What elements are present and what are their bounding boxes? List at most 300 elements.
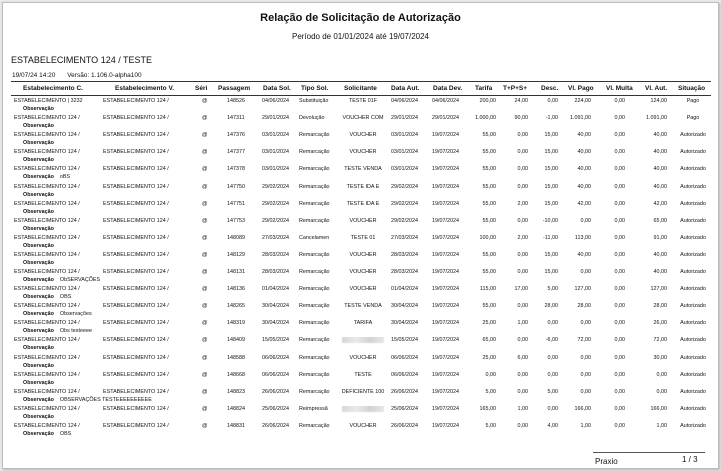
cell-solic: VOUCHER COM [342, 115, 384, 122]
cell-solic: VOUCHER [349, 269, 377, 275]
cell-estc: ESTABELECIMENTO 124 / [14, 422, 80, 429]
cell-tarifa: 55,00 [482, 132, 496, 139]
cell-daut: 29/02/2024 [391, 183, 418, 190]
observation-line [23, 192, 60, 198]
cell-multa: 0,00 [614, 149, 625, 156]
cell-multa: 0,00 [614, 422, 625, 429]
cell-pass: 148831 [227, 422, 245, 429]
cell-estc: ESTABELECIMENTO 124 / [14, 132, 80, 139]
observation-label: Observação [23, 140, 54, 147]
cell-pago: 40,00 [577, 166, 591, 173]
observation-line [23, 140, 60, 146]
observation-text: Obs testeeee [59, 328, 92, 335]
cell-tarifa: 165,00 [479, 405, 496, 412]
cell-desc: 28,00 [544, 303, 558, 310]
cell-aut: 40,00 [653, 251, 667, 258]
observation-line [23, 431, 71, 437]
cell-tps: 0,00 [517, 371, 528, 378]
cell-daut: 06/06/2024 [391, 354, 418, 361]
table-row [3, 235, 718, 252]
print-date: 19/07/24 14:20 [12, 72, 56, 79]
cell-aut: 124,00 [650, 98, 667, 104]
cell-tipo: Remarcação [299, 354, 330, 361]
observation-label: Observação [23, 208, 54, 215]
cell-serie: @ [202, 303, 208, 310]
cell-serie: @ [202, 286, 208, 293]
cell-aut: 40,00 [653, 269, 667, 275]
cell-serie: @ [202, 234, 208, 241]
cell-aut: 40,00 [653, 183, 667, 190]
cell-estv: ESTABELECIMENTO 124 / [103, 251, 169, 258]
cell-sit: Pago [686, 98, 700, 104]
cell-estc: ESTABELECIMENTO 124 / [14, 337, 80, 344]
cell-tipo: Remarcação [299, 251, 330, 258]
table-row [3, 320, 718, 337]
cell-serie: @ [202, 269, 208, 275]
cell-desc: 4,00 [547, 422, 558, 429]
cell-ddev: 19/07/2024 [432, 303, 459, 310]
table-row [3, 149, 718, 166]
cell-daut: 25/06/2024 [391, 405, 418, 412]
observation-label: Observação [23, 294, 54, 301]
report-meta [12, 72, 152, 79]
cell-daut: 30/04/2024 [391, 320, 418, 327]
cell-ddev: 19/07/2024 [432, 422, 459, 429]
cell-daut: 29/02/2024 [391, 217, 418, 224]
report-period: Período de 01/01/2024 até 19/07/2024 [291, 32, 429, 41]
cell-dsol: 28/03/2024 [262, 269, 289, 275]
cell-pago: 0,00 [580, 388, 591, 395]
cell-dsol: 29/02/2024 [262, 200, 289, 207]
cell-estc: ESTABELECIMENTO 124 / [14, 303, 80, 310]
cell-sit: Autorizado [680, 166, 706, 173]
col-header: Vl. Pago [568, 85, 594, 92]
cell-tipo: Remarcação [299, 149, 330, 156]
cell-aut: 26,00 [653, 320, 667, 327]
cell-serie: @ [202, 98, 208, 104]
cell-serie: @ [202, 183, 208, 190]
table-row [3, 355, 718, 372]
observation-line [23, 260, 60, 266]
cell-tps: 0,00 [517, 388, 528, 395]
col-header: Séri [195, 85, 208, 92]
observation-line [23, 106, 60, 112]
observation-line [23, 414, 60, 420]
cell-serie: @ [202, 115, 208, 122]
cell-tarifa: 55,00 [482, 183, 496, 190]
cell-tps: 1,00 [517, 405, 528, 412]
cell-daut: 28/03/2024 [391, 251, 418, 258]
cell-solic: DEFICIENTE 100 [341, 388, 385, 395]
cell-tipo: Substituição [299, 98, 329, 104]
cell-tps: 2,00 [517, 200, 528, 207]
cell-desc: 15,00 [544, 251, 558, 258]
cell-solic: TESTE 01F [348, 98, 378, 104]
cell-multa: 0,00 [614, 354, 625, 361]
cell-desc: 0,00 [547, 320, 558, 327]
cell-tarifa: 0,00 [485, 371, 496, 378]
col-header: Estabelecimento V. [115, 85, 175, 92]
cell-pass: 148409 [227, 337, 245, 344]
table-row [3, 337, 718, 354]
cell-estc: ESTABELECIMENTO 124 / [14, 183, 80, 190]
cell-dsol: 28/03/2024 [262, 251, 289, 258]
cell-tps: 0,00 [517, 337, 528, 344]
cell-tarifa: 5,00 [485, 388, 496, 395]
cell-sit: Autorizado [680, 320, 706, 327]
cell-estc: ESTABELECIMENTO 124 / [14, 371, 80, 378]
cell-tipo: Remarcação [299, 303, 330, 310]
observation-label: Observação [23, 277, 54, 283]
cell-sit: Autorizado [680, 303, 706, 310]
cell-tarifa: 55,00 [482, 166, 496, 173]
table-row [3, 269, 718, 286]
cell-daut: 26/06/2024 [391, 422, 418, 429]
cell-daut: 03/01/2024 [391, 149, 418, 156]
cell-solic: VOUCHER [349, 217, 377, 224]
observation-label: Observação [23, 379, 54, 386]
cell-tps: 24,00 [514, 98, 528, 104]
cell-estv: ESTABELECIMENTO 124 / [103, 132, 169, 139]
cell-pass: 148668 [227, 371, 245, 378]
cell-tarifa: 55,00 [482, 269, 496, 275]
cell-dsol: 27/03/2024 [262, 234, 289, 241]
cell-pago: 40,00 [577, 132, 591, 139]
cell-pago: 166,00 [574, 405, 591, 412]
cell-ddev: 19/07/2024 [432, 405, 459, 412]
cell-tarifa: 5,00 [485, 422, 496, 429]
cell-sit: Autorizado [680, 422, 706, 429]
col-header: Data Aut. [391, 85, 420, 92]
redacted-value [342, 337, 384, 343]
cell-pago: 0,00 [580, 217, 591, 224]
cell-sit: Autorizado [680, 371, 706, 378]
cell-tipo: Remarcação [299, 166, 330, 173]
report-title: Relação de Solicitação de Autorização [260, 12, 461, 24]
cell-desc: -1,00 [545, 115, 558, 122]
observation-label: Observação [23, 259, 54, 266]
cell-desc: 15,00 [544, 200, 558, 207]
cell-tarifa: 55,00 [482, 303, 496, 310]
cell-daut: 27/03/2024 [391, 234, 418, 241]
table-row [3, 423, 718, 440]
cell-tarifa: 115,00 [479, 286, 496, 293]
col-header: Data Sol. [263, 85, 291, 92]
cell-estc: ESTABELECIMENTO 124 / [14, 115, 80, 122]
cell-estv: ESTABELECIMENTO 124 / [103, 320, 169, 327]
cell-tarifa: 65,00 [482, 337, 496, 344]
cell-multa: 0,00 [614, 388, 625, 395]
cell-pass: 147311 [227, 115, 245, 122]
cell-ddev: 19/07/2024 [432, 217, 459, 224]
cell-tps: 6,00 [517, 354, 528, 361]
cell-multa: 0,00 [614, 200, 625, 207]
cell-ddev: 19/07/2024 [432, 166, 459, 173]
cell-ddev: 19/07/2024 [432, 269, 459, 275]
table-row [3, 372, 718, 389]
observation-label: Observação [23, 242, 54, 249]
cell-pass: 148526 [227, 98, 245, 104]
cell-pago: 0,00 [580, 354, 591, 361]
cell-aut: 30,00 [653, 354, 667, 361]
cell-estv: ESTABELECIMENTO 124 / [103, 166, 169, 173]
cell-estc: ESTABELECIMENTO 124 / [14, 354, 80, 361]
cell-tps: 0,00 [517, 422, 528, 429]
cell-estv: ESTABELECIMENTO 124 / [103, 234, 169, 241]
cell-tipo: Remarcação [299, 371, 330, 378]
cell-tipo: Remarcação [299, 183, 330, 190]
cell-daut: 03/01/2024 [391, 132, 418, 139]
cell-estc: ESTABELECIMENTO 124 / [14, 217, 80, 224]
cell-pass: 147377 [227, 149, 245, 156]
cell-dsol: 30/04/2024 [262, 303, 289, 310]
cell-estv: ESTABELECIMENTO 124 / [103, 286, 169, 293]
cell-multa: 0,00 [614, 269, 625, 275]
cell-tarifa: 55,00 [482, 251, 496, 258]
header-divider [11, 95, 711, 96]
cell-sit: Autorizado [680, 217, 706, 224]
observation-label: Observação [23, 123, 54, 130]
cell-aut: 72,00 [653, 337, 667, 344]
observation-line [23, 345, 60, 351]
cell-aut: 1,00 [656, 422, 667, 429]
cell-solic: TESTE IDA E [346, 183, 380, 190]
cell-daut: 03/01/2024 [391, 166, 418, 173]
cell-pass: 147751 [227, 200, 245, 207]
observation-line [23, 277, 100, 283]
cell-dsol: 03/01/2024 [262, 149, 289, 156]
version-label: Versão: 1.106.0-alpha100 [67, 72, 142, 79]
cell-multa: 0,00 [614, 320, 625, 327]
cell-desc: 15,00 [544, 183, 558, 190]
cell-ddev: 19/07/2024 [432, 183, 459, 190]
cell-serie: @ [202, 166, 208, 173]
cell-tps: 0,00 [517, 183, 528, 190]
table-row [3, 98, 718, 115]
cell-aut: 65,00 [653, 217, 667, 224]
cell-ddev: 19/07/2024 [432, 200, 459, 207]
cell-pago: 72,00 [577, 337, 591, 344]
cell-estc: ESTABELECIMENTO 124 / [14, 234, 80, 241]
cell-serie: @ [202, 251, 208, 258]
cell-estv: ESTABELECIMENTO 124 / [103, 149, 169, 156]
cell-multa: 0,00 [614, 251, 625, 258]
cell-ddev: 19/07/2024 [432, 388, 459, 395]
table-row [3, 166, 718, 183]
cell-dsol: 30/04/2024 [262, 320, 289, 327]
cell-desc: -6,00 [545, 337, 558, 344]
cell-tarifa: 200,00 [479, 98, 496, 104]
cell-dsol: 26/06/2024 [262, 388, 289, 395]
cell-ddev: 19/07/2024 [432, 337, 459, 344]
cell-tipo: Remarcação [299, 132, 330, 139]
cell-tipo: Remarcação [299, 337, 330, 344]
cell-solic: VOUCHER [349, 132, 377, 139]
observation-text: OBS [59, 430, 72, 437]
observation-line [23, 328, 92, 334]
cell-estv: ESTABELECIMENTO 124 / [103, 303, 169, 310]
cell-sit: Autorizado [680, 234, 706, 241]
cell-sit: Autorizado [680, 200, 706, 207]
cell-multa: 0,00 [614, 371, 625, 378]
cell-sit: Autorizado [680, 149, 706, 156]
cell-desc: 0,00 [547, 405, 558, 412]
cell-pago: 40,00 [577, 251, 591, 258]
table-row [3, 115, 718, 132]
cell-estc: ESTABELECIMENTO 124 / [14, 149, 80, 156]
cell-solic [335, 406, 391, 414]
observation-label: Observação [23, 174, 54, 181]
observation-label: Observação [23, 106, 54, 112]
cell-estv: ESTABELECIMENTO 124 / [103, 98, 169, 104]
cell-pago: 127,00 [574, 286, 591, 293]
cell-estv: ESTABELECIMENTO 124 / [103, 115, 169, 122]
cell-sit: Autorizado [680, 337, 706, 344]
observation-line [23, 294, 71, 300]
cell-sit: Pago [686, 115, 700, 122]
cell-pago: 0,00 [580, 269, 591, 275]
cell-daut: 01/04/2024 [391, 286, 418, 293]
cell-pass: 147750 [227, 183, 245, 190]
observation-label: Observação [23, 413, 54, 420]
footer-company: Praxio [595, 457, 618, 466]
observation-text: ObSERVAÇÕES [59, 277, 101, 283]
cell-tipo: Remarcação [299, 320, 330, 327]
cell-estv: ESTABELECIMENTO 124 / [103, 405, 169, 412]
cell-solic: VOUCHER [349, 286, 377, 293]
cell-desc: 5,00 [547, 388, 558, 395]
cell-dsol: 03/01/2024 [262, 166, 289, 173]
cell-tipo: Remarcação [299, 200, 330, 207]
cell-desc: -10,00 [542, 217, 558, 224]
table-row [3, 406, 718, 423]
cell-tps: 0,00 [517, 132, 528, 139]
cell-multa: 0,00 [614, 405, 625, 412]
observation-label: Observação [23, 191, 54, 198]
cell-tarifa: 55,00 [482, 217, 496, 224]
observation-line [23, 363, 60, 369]
observation-label: Observação [23, 396, 54, 403]
cell-serie: @ [202, 422, 208, 429]
cell-estc: ESTABELECIMENTO | 3232 [14, 98, 83, 104]
cell-dsol: 04/06/2024 [262, 98, 289, 104]
cell-pago: 40,00 [577, 149, 591, 156]
footer-divider [593, 452, 705, 453]
cell-tps: 1,00 [517, 320, 528, 327]
cell-tarifa: 25,00 [482, 320, 496, 327]
observation-line [23, 226, 60, 232]
cell-dsol: 15/05/2024 [262, 337, 289, 344]
cell-estc: ESTABELECIMENTO 124 / [14, 286, 80, 293]
cell-daut: 29/01/2024 [391, 115, 418, 122]
cell-tipo: Remarcação [299, 388, 330, 395]
cell-estv: ESTABELECIMENTO 124 / [103, 200, 169, 207]
cell-solic [335, 337, 391, 345]
cell-ddev: 19/07/2024 [432, 286, 459, 293]
table-row [3, 286, 718, 303]
observation-text: oBS [59, 174, 71, 181]
cell-tipo: Remarcação [299, 217, 330, 224]
cell-multa: 0,00 [614, 337, 625, 344]
cell-tps: 2,00 [517, 234, 528, 241]
cell-tps: 0,00 [517, 166, 528, 173]
observation-line [23, 209, 60, 215]
observation-text: OBS [59, 294, 72, 301]
cell-ddev: 19/07/2024 [432, 132, 459, 139]
observation-line [23, 380, 60, 386]
cell-tarifa: 1.000,00 [475, 115, 496, 122]
cell-solic: VOUCHER [349, 354, 377, 361]
report-page [2, 2, 719, 469]
cell-estv: ESTABELECIMENTO 124 / [103, 269, 169, 275]
cell-pass: 148588 [227, 354, 245, 361]
table-row [3, 389, 718, 406]
cell-tps: 0,00 [517, 303, 528, 310]
cell-dsol: 26/06/2024 [262, 422, 289, 429]
observation-label: Observação [23, 311, 54, 318]
observation-label: Observação [23, 328, 54, 335]
cell-desc: 0,00 [547, 98, 558, 104]
cell-tps: 0,00 [517, 269, 528, 275]
cell-estc: ESTABELECIMENTO 124 / [14, 269, 80, 275]
cell-tipo: Remarcação [299, 286, 330, 293]
cell-estc: ESTABELECIMENTO 124 / [14, 320, 80, 327]
cell-sit: Autorizado [680, 354, 706, 361]
cell-pass: 148824 [227, 405, 245, 412]
cell-desc: 5,00 [547, 286, 558, 293]
observation-line [23, 157, 60, 163]
cell-aut: 166,00 [650, 405, 667, 412]
observation-line [23, 123, 60, 129]
table-row [3, 201, 718, 218]
cell-tarifa: 55,00 [482, 149, 496, 156]
observation-line [23, 174, 70, 180]
cell-dsol: 06/06/2024 [262, 371, 289, 378]
cell-multa: 0,00 [614, 183, 625, 190]
cell-multa: 0,00 [614, 98, 625, 104]
cell-multa: 0,00 [614, 115, 625, 122]
cell-desc: 0,00 [547, 371, 558, 378]
table-row [3, 184, 718, 201]
col-header: Desc. [541, 85, 559, 92]
cell-serie: @ [202, 388, 208, 395]
cell-dsol: 03/01/2024 [262, 132, 289, 139]
col-header: Solicitante [344, 85, 377, 92]
cell-daut: 30/04/2024 [391, 303, 418, 310]
cell-tipo: Reimpressã [299, 405, 328, 412]
observation-text: OBSERVAÇÕES TESTEEEEEEEEEE [59, 396, 152, 403]
col-header: Tarifa [475, 85, 493, 92]
cell-dsol: 29/01/2024 [262, 115, 289, 122]
redacted-value [342, 406, 384, 412]
cell-sit: Autorizado [680, 269, 706, 275]
cell-ddev: 19/07/2024 [432, 234, 459, 241]
cell-sit: Autorizado [680, 405, 706, 412]
cell-multa: 0,00 [614, 166, 625, 173]
top-divider [11, 81, 711, 82]
cell-serie: @ [202, 337, 208, 344]
col-header: Situação [678, 85, 706, 92]
cell-pass: 148131 [227, 269, 245, 275]
cell-aut: 40,00 [653, 166, 667, 173]
cell-multa: 0,00 [614, 217, 625, 224]
cell-desc: -11,00 [543, 234, 558, 241]
cell-aut: 28,00 [653, 303, 667, 310]
cell-aut: 1.091,00 [646, 115, 667, 122]
cell-multa: 0,00 [614, 286, 625, 293]
cell-tps: 0,00 [517, 149, 528, 156]
col-header: Vl. Aut. [645, 85, 668, 92]
